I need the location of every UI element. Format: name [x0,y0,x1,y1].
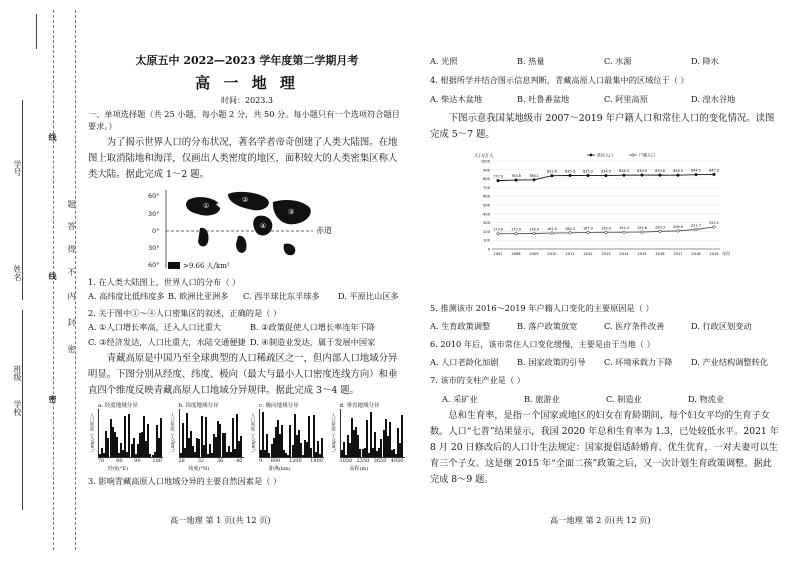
exam-title: 太原五中 2022—2023 学年度第二学期月考 [135,54,359,67]
x-axis-label: 年份 [722,251,730,256]
y-tick-label: 500 [483,203,490,208]
data-point [533,232,536,235]
data-label: 844.5 [691,168,701,173]
chart-label: b. 纬度地域分异 [178,403,219,409]
chart-ylabel: 人口密度（人/km²） [330,413,336,455]
data-label: 839.6 [655,169,665,174]
legend-label: 户籍人口 [639,152,655,158]
chart-ylabel: 人口密度（人/km²） [169,413,175,455]
data-label: 783.8 [511,174,521,179]
data-point [677,230,680,233]
data-point [569,231,572,234]
x-tick: 600 [270,458,281,464]
option[interactable]: B. 欧洲比亚洲多 [168,291,229,301]
data-point [605,231,608,234]
density-bar [240,436,242,458]
data-label: 839.9 [637,169,647,174]
data-point [677,174,680,177]
x-tick: 80 [116,458,123,464]
question-3: 3. 影响青藏高原人口地域分异的主要自然因素是（ ） [88,476,282,486]
human-continent-map [88,186,406,274]
data-label: 834.5 [601,169,611,174]
y-tick-label: 700 [483,185,490,190]
option[interactable]: A. ①人口增长率高，迁入人口比重大 [88,322,222,332]
y-tick-label: 800 [483,177,490,182]
option[interactable]: A. 生育政策调整 [430,321,491,331]
y-tick-label: 200 [483,229,490,234]
question-4: 4. 根据所学并结合图示信息判断，青藏高原人口最集中的区域位于（ ） [430,75,689,85]
option[interactable]: A. 光照 [430,56,458,66]
lat-label: 0° [152,227,160,235]
exam-time: 时间：2023.3 [221,96,273,105]
passage-3: 下图示意我国某地级市 2007～2019 年户籍人口和常住人口的变化情况。读图完成 5～7 题。 [430,113,775,140]
data-point [551,174,554,177]
density-bar [321,438,323,457]
x-tick-label: 2011 [565,252,575,256]
school-label: 学校 [13,400,22,416]
data-label: 190.0 [601,226,611,231]
chart-xticks [179,458,243,464]
option[interactable]: B. ②政策促使人口增长率连年下降 [250,322,375,332]
question-2: 2. 关于图中①～④人口密集区的叙述，正确的是（ ） [88,308,282,318]
data-point [497,232,500,235]
y-tick-label: 600 [483,194,490,199]
question-1-options [88,291,406,302]
density-bar [366,420,368,457]
data-label: 176.0 [529,227,539,232]
x-tick: 32 [197,458,205,464]
data-point [641,231,644,234]
option[interactable]: A. 人口老龄化加剧 [430,357,499,367]
corner-mark [36,14,57,49]
y-tick-label: 300 [483,221,490,226]
data-point [551,232,554,235]
option[interactable]: C. 医疗条件改善 [604,321,665,331]
chart-plot [179,409,244,458]
chart-label: d. 垂直地域分异 [339,403,380,409]
option[interactable]: C. 西半球比东半球多 [243,291,320,301]
question-3-options [430,56,780,67]
lat-label: 30° [148,210,160,218]
section-heading: 一、单项选择题（共 25 小题，每小题 2 分，共 50 分。每小题只有一个选项符合题目要求。） [88,109,400,131]
seal-word: 内 [67,292,76,300]
marker-1: ① [203,202,210,210]
option[interactable]: B. 旅游业 [524,394,560,404]
chart-xticks [259,458,323,464]
x-tick-label: 2009 [529,252,539,256]
option[interactable]: A. 高纬度比低纬度多 [88,291,165,301]
chart-xlabel: 纬度(°N) [188,466,210,472]
x-tick: 2350 [356,458,370,464]
y-tick-label: 0 [487,247,490,252]
x-tick-label: 2013 [601,252,611,256]
option[interactable]: B. 国家政策的引导 [517,357,586,367]
chart-label: a. 经度地域分异 [98,403,138,409]
page-2 [430,56,780,488]
x-tick-label: 2017 [673,252,683,256]
y-tick-label: 100 [483,238,490,243]
page-2-footer: 高一地理 第 2 页(共 12 页) [550,515,651,525]
option[interactable]: B. 热量 [517,56,545,66]
x-tick: 28 [178,458,185,464]
data-label: 206.0 [673,224,683,229]
marker-4: ④ [260,222,267,230]
student-id-label: 学号 [13,160,22,176]
lat-label: 60° [148,192,160,200]
x-tick-label: 2012 [583,252,593,256]
seal-word: 线 [48,272,58,280]
lat-label: 30° [148,244,160,252]
seal-word: 线 [48,133,58,141]
x-tick-label: 2008 [511,252,521,256]
data-label: 184.3 [565,226,575,231]
seal-word: 题 [67,200,76,208]
density-bar [401,415,403,457]
population-chart-svg [470,147,730,267]
x-tick-label: 2007 [493,252,503,256]
data-point [623,174,626,177]
data-point [641,174,644,177]
marker-2: ② [242,196,249,204]
density-bar [205,417,207,457]
data-point [533,179,536,182]
option[interactable]: D. 湟水谷地 [691,94,736,104]
cut-line [53,10,54,550]
chart-xlabel: 高程(m) [349,466,369,472]
school-class-field[interactable] [22,310,23,510]
option[interactable]: C. 阿里高原 [604,94,648,104]
seal-word: 得 [67,245,76,253]
data-label: 200.3 [655,225,665,230]
x-tick-label: 2015 [637,252,647,256]
data-point [695,228,698,231]
data-point [623,231,626,234]
seal-word: 密 [48,395,58,403]
binding-margin [0,0,100,561]
chart-xticks [340,458,404,464]
question-1: 1. 在人类大陆图上，世界人口的分布（ ） [88,277,241,287]
data-label: 838.5 [673,169,683,174]
chart-ylabel: 人口密度（人/km²） [250,413,255,455]
question-7-options [430,394,780,405]
seal-word: 密 [67,345,76,353]
data-point [497,179,500,182]
option[interactable]: D. 行政区划变动 [691,321,752,331]
x-tick: 1800 [310,458,323,464]
data-point [659,174,662,177]
page-1-footer: 高一地理 第 1 页(共 12 页) [170,515,271,525]
subject-title: 高 一 地 理 [195,74,299,92]
legend-marker [590,154,592,156]
density-bar [124,416,126,457]
legend-label: 常住人口 [597,152,613,158]
option[interactable]: C. ③经济发达，人口比重大，水陆交通便捷 [88,337,246,347]
density-chart-b [169,401,246,473]
data-point [713,173,716,176]
question-5: 5. 推测该市 2016～2019 年户籍人口变化的主要原因是（ ） [430,303,654,313]
option[interactable]: D. 降水 [691,56,719,66]
class-label: 班级 [13,365,22,381]
chart-plot [259,409,324,458]
option[interactable]: C. 制造业 [606,394,642,404]
data-label: 251.1 [709,220,719,225]
legend-marker [632,154,634,156]
x-tick-label: 2016 [655,252,665,256]
question-5-options [430,321,780,332]
data-label: 181.0 [547,227,557,232]
passage-2: 青藏高原是中国乃至全球典型的人口稀疏区之一，但内部人口地域分异明显。下图分别从经度、纬度、极向（最大与最小人口密度连线方向）和垂直四个维度反映青藏高原人口地域分异规律。据此完成 3～4 题。 [88,353,398,396]
x-tick-label: 2010 [547,252,557,256]
x-tick: 70 [98,458,105,464]
equator-label: 赤道 [316,226,332,235]
y-tick-label: 1000 [480,159,490,164]
option[interactable]: D. ④制造业发达，属于发展中国家 [250,337,376,347]
marker-3: ③ [288,208,295,216]
option[interactable]: C. 环境承载力下降 [604,357,673,367]
chart-plot [98,409,163,458]
x-tick: 3650 [373,458,387,464]
data-label: 786.1 [529,173,539,178]
x-tick-label: 2019 [709,252,719,256]
y-tick-label: 900 [483,168,490,173]
data-label: 847.3 [709,168,719,173]
data-label: 173.6 [493,227,503,232]
question-6: 6. 2010 年后，该市常住人口变化缓慢，主要是由于当地（ ） [430,339,655,349]
option[interactable]: D. 物流业 [688,394,725,404]
data-label: 192.6 [637,226,647,231]
seal-word: 封 [67,318,76,326]
option[interactable]: D. 产业结构调整转化 [691,357,768,367]
option[interactable]: C. 水源 [604,56,632,66]
option[interactable]: D. 平原比山区多 [338,291,399,301]
x-tick: 1050 [339,458,353,464]
option[interactable]: B. 落户政策放宽 [517,321,578,331]
x-tick: 40 [236,458,243,464]
data-point [515,179,518,182]
page-1 [88,52,406,487]
density-bar [147,424,149,457]
data-point [587,231,590,234]
chart-plot [340,409,405,458]
x-tick: 36 [216,458,224,464]
data-point [695,173,698,176]
data-label: 191.4 [619,226,629,231]
option[interactable]: B. 吐鲁番盆地 [517,94,570,104]
y-axis-label: 人口/万人 [474,154,494,159]
density-bar [313,415,315,457]
data-point [569,174,572,177]
passage-1: 为了揭示世界人口的分布状况，著名学者帝奇创建了人类大陆图。在地图上取消陆地和海洋，仅画出人类密度的地区，面积较大的人类密集区称人类大陆。据此完成 1～2 题。 [88,137,398,180]
data-label: 832.6 [547,169,557,174]
map-legend: >9.66 人/km² [183,262,230,270]
data-point [587,174,590,177]
data-label: 838.3 [619,169,629,174]
x-tick: 100 [152,458,162,464]
x-tick: 1200 [288,458,302,464]
data-point [515,232,518,235]
data-label: 835.9 [583,169,593,174]
lat-label: 60° [148,261,160,269]
name-field[interactable] [22,230,23,300]
x-tick: 90 [134,458,141,464]
name-label: 姓名 [13,265,22,281]
population-chart [430,147,780,267]
density-bar [160,418,162,457]
density-chart-c [249,401,326,473]
x-tick: 0 [259,458,263,464]
passage-4: 总和生育率，是指一个国家或地区的妇女在育龄期间，每个妇女平均的生育子女数。人口“七普”结果显示，我国 2020 年总和生育率为 1.3，已处较低水平。2021 年 8 月 20 日修改后的人口计生法规定：国家提倡适龄婚育、优生优育，一对夫妻可以生育三个子女。这是继 2015 年“全面二孩”政策之后，又一次计划生育政策调整。据此完成 8～9 题。 [430,410,779,485]
seal-word: 不 [67,268,76,276]
chart-xticks [98,458,162,464]
chart-xlabel: 经度(°E) [108,466,129,472]
y-tick-label: 400 [483,212,490,217]
data-label: 187.9 [583,226,593,231]
chart-label: c. 极向地域分异 [259,403,299,409]
x-tick: 4950 [390,458,404,464]
data-point [605,174,608,177]
question-6-options [430,357,780,368]
data-label: 221.7 [691,223,701,228]
x-tick-label: 2014 [619,252,629,256]
density-chart-a [88,401,165,473]
seal-line [75,10,76,550]
data-label: 173.9 [511,227,521,232]
data-point [659,230,662,233]
question-2-options-cd [88,337,406,348]
data-point [713,226,716,229]
data-label: 835.3 [565,169,575,174]
option[interactable]: A. 采矿业 [442,394,478,404]
chart-xlabel: 距离(km) [269,466,291,472]
x-tick-label: 2018 [691,252,701,256]
density-chart-d [330,401,407,473]
seal-word: 答 [67,222,76,230]
question-4-options [430,94,780,105]
option[interactable]: A. 柴达木盆地 [430,94,483,104]
data-label: 777.0 [493,174,503,179]
question-2-options-ab [88,322,406,333]
chart-ylabel: 人口密度（人/km²） [89,413,94,455]
density-charts [88,401,406,473]
map-svg [88,186,406,274]
question-7: 7. 该市的支柱产业是（ ） [430,375,525,385]
